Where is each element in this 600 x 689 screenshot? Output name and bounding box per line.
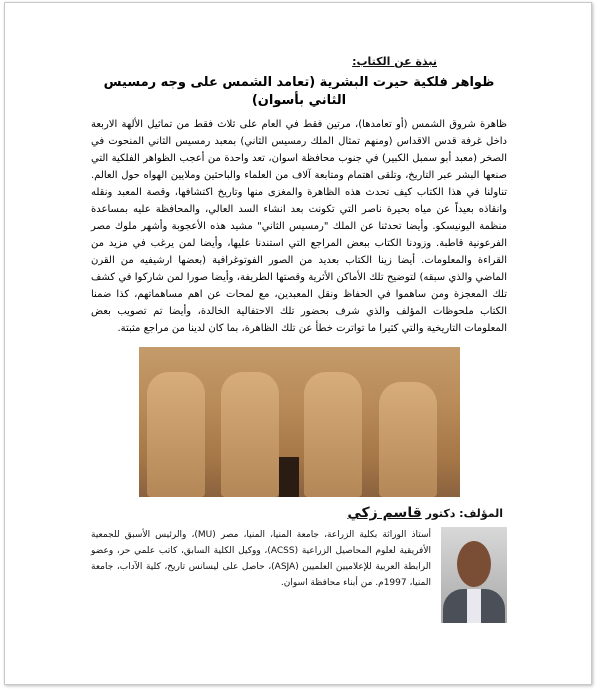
book-description: ظاهرة شروق الشمس (أو تعامدها)، مرتين فقط في العام على ثلاث فقط من تماثيل الألهة الاربعة داخل غرفة قدس الاقداس (ومنهم تمثال الملك رمسيس الثاني) بمعبد رمسيس الثاني المنحوت في الصخر (معبد أبو سمبل الكبير) في جنوب محافظة اسوان، تعد واحدة من أعجب الظواهر الفلكية التي صنعها البشر عبر التاريخ، وتلقى اهتمام ومتابعة آلاف من العلماء والباحثين وملايين الهواه حول العالم. تناولنا في هذا الكتاب كيف تحدث هذه الظاهرة والمغزى منها وتاريخ اكتشافها، وقصة المعبد ونقله وانقاذه بعيداً عن مياه بحيرة ناصر التي تكونت بعد انشاء السد العالي، والمحافظة عليه بمساعدة منظمة اليونيسكو. وأيضا تحدثنا عن الملك "رمسيس الثاني" مشيد هذه الأعجوبة وأشهر ملوك مصر الفرعونية قاطبة. وزودنا الكتاب ببعض المراجع التي استندنا عليها، وأيضا لمن يرغب في مزيد من القراءة والمعلومات. أيضا زينا الكتاب بعديد من الصور الفوتوغرافية (بعضها ارشيفيه من القرن الماضي والذي سبقه) لتوضيح تلك الأماكن الأثرية وقصتها الطريفة، وأيضا صورا لمن شاركوا في كشف تلك المعجزة ومن ساهموا في الحفاظ ونقل المعبدين، مع لمحات عن اهم مساهماتهم، كذا ضمنا الكتاب ملحوظات المؤلف والذي شرف بحضور تلك الاحتفالية الخالدة، وأيضا تم تصويب بعض المعلومات التاريخية والتي كثيرا ما تواترت خطأ عن تلك الظاهرة، بما كان لدينا من مراجع مثبتة. xyxy=(91,119,507,334)
author-section xyxy=(91,527,507,623)
abu-simbel-temple-image xyxy=(139,347,460,497)
author-line xyxy=(347,505,503,521)
page-content xyxy=(91,55,507,623)
author-photo xyxy=(441,527,507,623)
author-label: المؤلف: دكتور xyxy=(425,507,503,520)
author-bio: أستاذ الوراثة بكلية الزراعة، جامعة المنيا، المنيا، مصر (MU)، والرئيس الأسبق للجمعية الأفريقية لعلوم المحاصيل الزراعية (ACSS)، ووكيل الكلية السابق، كاتب علمي حر، وعضو الرابطة العربية للإعلاميين العلميين (ASJA)، حاصل على ليسانس تاريخ، كلية الآداب، جامعة المنيا، 1997م. من أبناء محافظة اسوان. xyxy=(91,530,432,588)
document-page xyxy=(4,2,592,685)
book-title: ظواهر فلكية حيرت البشرية (تعامد الشمس على وجه رمسيس الثاني بأسوان) xyxy=(103,75,495,108)
author-name: قاسم زكي xyxy=(347,505,422,521)
section-label: نبذة عن الكتاب: xyxy=(352,55,437,68)
